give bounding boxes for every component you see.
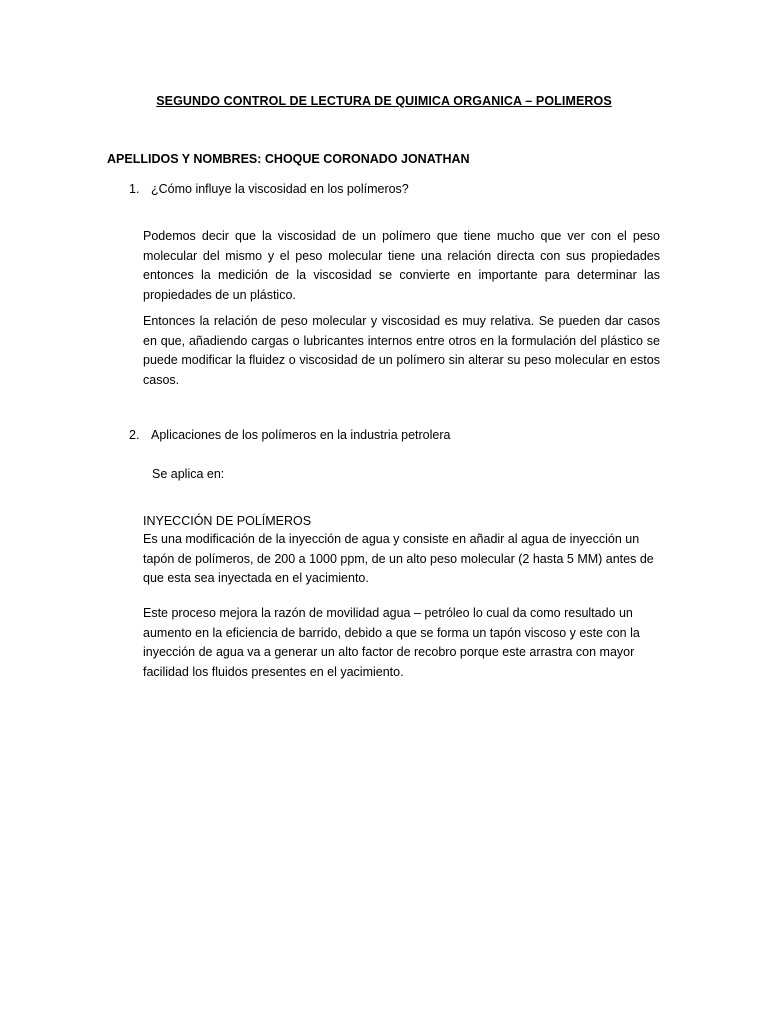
answer-1-paragraph-1: Podemos decir que la viscosidad de un polímero que tiene mucho que ver con el peso molecular del mismo y el peso molecular tiene una relación directa con sus propiedades entonces la medición de la viscosidad se convierte en importante para determinar las propiedades de un plástico. [143,229,660,302]
question-1-text: ¿Cómo influye la viscosidad en los polímeros? [151,182,409,196]
answer-2-paragraph-2: Este proceso mejora la razón de movilidad agua – petróleo lo cual da como resultado un aumento en la eficiencia de barrido, debido a que se forma un tapón viscoso y este con la inyección de agua va a generar un alto factor de recobro porque este arrastra con mayor facilidad los fluidos presentes en el yacimiento. [143,606,640,679]
student-names-line: APELLIDOS Y NOMBRES: CHOQUE CORONADO JONATHAN [107,152,470,166]
question-2-text: Aplicaciones de los polímeros en la industria petrolera [151,428,451,442]
answer-2-paragraph-1: Es una modificación de la inyección de agua y consiste en añadir al agua de inyección un tapón de polímeros, de 200 a 1000 ppm, de un alto peso molecular (2 hasta 5 MM) antes de que esta sea inyectada en el yacimiento. [143,532,654,585]
answer-1-paragraph-2: Entonces la relación de peso molecular y viscosidad es muy relativa. Se pueden dar casos en que, añadiendo cargas o lubricantes internos entre otros en la formulación del plástico se puede modificar la fluidez o viscosidad de un polímero sin alterar su peso molecular en estos casos. [143,314,660,387]
question-2-number: 2. [129,428,140,442]
question-1-number: 1. [129,182,140,196]
applies-label: Se aplica en: [152,467,225,481]
question-2 [129,428,450,442]
document-title: SEGUNDO CONTROL DE LECTURA DE QUIMICA ORGANICA – POLIMEROS [156,94,612,108]
section-heading-polymer-injection: INYECCIÓN DE POLÍMEROS [143,514,312,528]
question-1 [129,182,409,196]
